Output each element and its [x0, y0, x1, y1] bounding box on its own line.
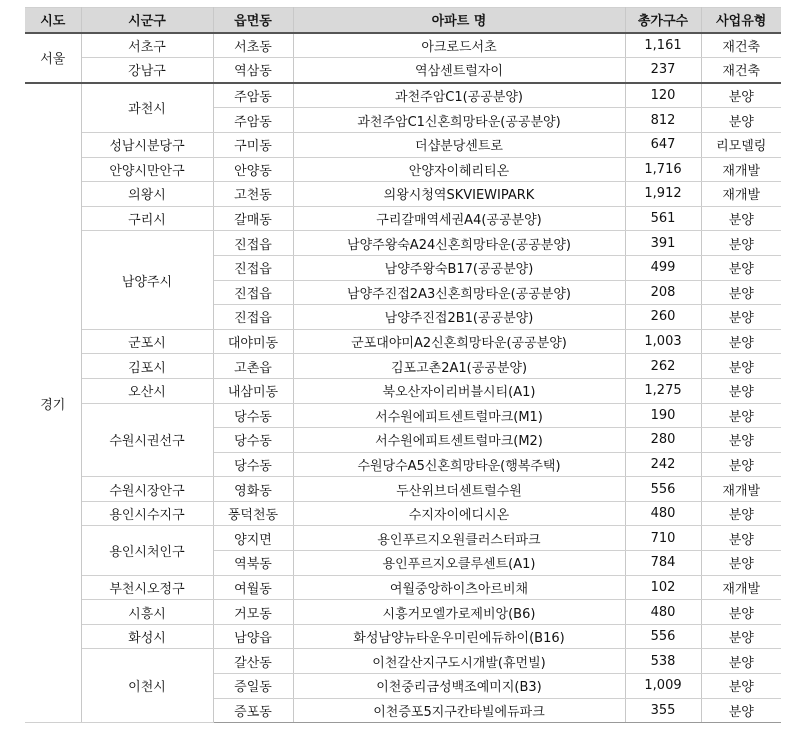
cell-type: 분양 [701, 624, 781, 649]
cell-name: 김포고촌2A1(공공분양) [293, 354, 625, 379]
cell-sido: 서울 [25, 33, 81, 83]
cell-type: 분양 [701, 674, 781, 699]
cell-type: 분양 [701, 108, 781, 133]
cell-units: 208 [625, 280, 701, 305]
cell-sigungu: 김포시 [81, 354, 213, 379]
apartment-table [25, 7, 781, 723]
cell-dong: 진접읍 [213, 231, 293, 256]
cell-type: 분양 [701, 305, 781, 330]
cell-units: 1,275 [625, 378, 701, 403]
cell-dong: 안양동 [213, 157, 293, 182]
cell-type: 분양 [701, 698, 781, 723]
table-row [25, 477, 781, 502]
cell-units: 190 [625, 403, 701, 428]
cell-units: 1,009 [625, 674, 701, 699]
cell-name: 수지자이에디시온 [293, 501, 625, 526]
cell-name: 이천갈산지구도시개발(휴먼빌) [293, 649, 625, 674]
cell-name: 수원당수A5신혼희망타운(행복주택) [293, 452, 625, 477]
cell-sigungu: 안양시만안구 [81, 157, 213, 182]
cell-dong: 당수동 [213, 428, 293, 453]
cell-sigungu: 과천시 [81, 83, 213, 133]
cell-type: 재개발 [701, 157, 781, 182]
table-row [25, 83, 781, 108]
cell-type: 리모델링 [701, 132, 781, 157]
cell-dong: 갈산동 [213, 649, 293, 674]
cell-units: 561 [625, 206, 701, 231]
cell-dong: 증포동 [213, 698, 293, 723]
table-row [25, 33, 781, 58]
cell-type: 분양 [701, 403, 781, 428]
cell-sigungu: 의왕시 [81, 182, 213, 207]
cell-units: 556 [625, 477, 701, 502]
col-header-type: 사업유형 [701, 8, 781, 33]
cell-units: 710 [625, 526, 701, 551]
col-header-sigungu: 시군구 [81, 8, 213, 33]
cell-type: 분양 [701, 255, 781, 280]
cell-units: 538 [625, 649, 701, 674]
col-header-sido: 시도 [25, 8, 81, 33]
cell-sigungu: 남양주시 [81, 231, 213, 329]
cell-type: 분양 [701, 83, 781, 108]
table-row [25, 526, 781, 551]
cell-type: 재개발 [701, 477, 781, 502]
cell-dong: 여월동 [213, 575, 293, 600]
cell-name: 여월중앙하이츠아르비채 [293, 575, 625, 600]
cell-dong: 고촌읍 [213, 354, 293, 379]
header-row [25, 8, 781, 33]
cell-name: 군포대야미A2신혼희망타운(공공분양) [293, 329, 625, 354]
table-row [25, 378, 781, 403]
cell-units: 262 [625, 354, 701, 379]
cell-units: 1,912 [625, 182, 701, 207]
cell-name: 아크로드서초 [293, 33, 625, 58]
cell-sigungu: 수원시장안구 [81, 477, 213, 502]
cell-type: 분양 [701, 600, 781, 625]
cell-dong: 갈매동 [213, 206, 293, 231]
cell-name: 두산위브더센트럴수원 [293, 477, 625, 502]
cell-units: 391 [625, 231, 701, 256]
cell-units: 480 [625, 600, 701, 625]
cell-type: 분양 [701, 501, 781, 526]
cell-dong: 대야미동 [213, 329, 293, 354]
cell-sigungu: 용인시처인구 [81, 526, 213, 575]
cell-name: 과천주암C1(공공분양) [293, 83, 625, 108]
cell-dong: 주암동 [213, 108, 293, 133]
cell-units: 102 [625, 575, 701, 600]
cell-type: 재건축 [701, 33, 781, 58]
cell-dong: 풍덕천동 [213, 501, 293, 526]
cell-units: 355 [625, 698, 701, 723]
cell-sigungu: 시흥시 [81, 600, 213, 625]
cell-units: 120 [625, 83, 701, 108]
cell-name: 용인푸르지오클루센트(A1) [293, 551, 625, 576]
cell-dong: 영화동 [213, 477, 293, 502]
table-row [25, 403, 781, 428]
cell-sigungu: 용인시수지구 [81, 501, 213, 526]
cell-sigungu: 강남구 [81, 58, 213, 83]
cell-name: 의왕시청역SKVIEWIPARK [293, 182, 625, 207]
cell-dong: 당수동 [213, 403, 293, 428]
cell-sigungu: 오산시 [81, 378, 213, 403]
cell-name: 과천주암C1신혼희망타운(공공분양) [293, 108, 625, 133]
table-row [25, 624, 781, 649]
cell-type: 분양 [701, 329, 781, 354]
cell-name: 더샵분당센트로 [293, 132, 625, 157]
cell-name: 서수원에피트센트럴마크(M2) [293, 428, 625, 453]
cell-sigungu: 군포시 [81, 329, 213, 354]
cell-type: 재개발 [701, 182, 781, 207]
cell-type: 분양 [701, 452, 781, 477]
cell-sigungu: 구리시 [81, 206, 213, 231]
cell-type: 분양 [701, 649, 781, 674]
cell-units: 1,003 [625, 329, 701, 354]
table-row [25, 600, 781, 625]
cell-name: 화성남양뉴타운우미린에듀하이(B16) [293, 624, 625, 649]
cell-units: 499 [625, 255, 701, 280]
cell-type: 분양 [701, 526, 781, 551]
cell-dong: 구미동 [213, 132, 293, 157]
col-header-units: 총가구수 [625, 8, 701, 33]
cell-type: 분양 [701, 428, 781, 453]
cell-dong: 남양읍 [213, 624, 293, 649]
cell-dong: 내삼미동 [213, 378, 293, 403]
cell-dong: 당수동 [213, 452, 293, 477]
cell-units: 784 [625, 551, 701, 576]
cell-dong: 역북동 [213, 551, 293, 576]
cell-name: 안양자이헤리티온 [293, 157, 625, 182]
cell-type: 분양 [701, 378, 781, 403]
table-row [25, 329, 781, 354]
cell-units: 280 [625, 428, 701, 453]
cell-sigungu: 성남시분당구 [81, 132, 213, 157]
cell-dong: 진접읍 [213, 305, 293, 330]
cell-type: 분양 [701, 231, 781, 256]
table-row [25, 58, 781, 83]
cell-sigungu: 부천시오정구 [81, 575, 213, 600]
cell-units: 1,716 [625, 157, 701, 182]
cell-sigungu: 수원시권선구 [81, 403, 213, 477]
cell-name: 역삼센트럴자이 [293, 58, 625, 83]
table-row [25, 649, 781, 674]
cell-units: 480 [625, 501, 701, 526]
table-row [25, 354, 781, 379]
cell-units: 242 [625, 452, 701, 477]
cell-sido: 경기 [25, 83, 81, 723]
cell-name: 용인푸르지오원클러스터파크 [293, 526, 625, 551]
cell-sigungu: 서초구 [81, 33, 213, 58]
cell-name: 서수원에피트센트럴마크(M1) [293, 403, 625, 428]
cell-type: 분양 [701, 354, 781, 379]
cell-dong: 증일동 [213, 674, 293, 699]
cell-name: 이천중리금성백조예미지(B3) [293, 674, 625, 699]
cell-name: 남양주진접2A3신혼희망타운(공공분양) [293, 280, 625, 305]
cell-dong: 양지면 [213, 526, 293, 551]
cell-dong: 거모동 [213, 600, 293, 625]
cell-type: 분양 [701, 206, 781, 231]
table-row [25, 182, 781, 207]
cell-type: 재개발 [701, 575, 781, 600]
cell-sigungu: 이천시 [81, 649, 213, 723]
cell-type: 재건축 [701, 58, 781, 83]
cell-dong: 서초동 [213, 33, 293, 58]
cell-name: 남양주왕숙A24신혼희망타운(공공분양) [293, 231, 625, 256]
table-row [25, 157, 781, 182]
cell-name: 시흥거모엘가로제비앙(B6) [293, 600, 625, 625]
cell-dong: 진접읍 [213, 255, 293, 280]
cell-dong: 역삼동 [213, 58, 293, 83]
table-row [25, 501, 781, 526]
cell-units: 647 [625, 132, 701, 157]
table-row [25, 132, 781, 157]
cell-dong: 고천동 [213, 182, 293, 207]
table-row [25, 206, 781, 231]
cell-units: 812 [625, 108, 701, 133]
table-row [25, 231, 781, 256]
cell-type: 분양 [701, 551, 781, 576]
cell-units: 237 [625, 58, 701, 83]
cell-units: 1,161 [625, 33, 701, 58]
cell-name: 남양주진접2B1(공공분양) [293, 305, 625, 330]
cell-name: 구리갈매역세권A4(공공분양) [293, 206, 625, 231]
table-row [25, 575, 781, 600]
col-header-apartment: 아파트 명 [293, 8, 625, 33]
cell-type: 분양 [701, 280, 781, 305]
cell-name: 이천증포5지구칸타빌에듀파크 [293, 698, 625, 723]
cell-sigungu: 화성시 [81, 624, 213, 649]
cell-dong: 주암동 [213, 83, 293, 108]
cell-name: 남양주왕숙B17(공공분양) [293, 255, 625, 280]
cell-units: 260 [625, 305, 701, 330]
cell-units: 556 [625, 624, 701, 649]
cell-dong: 진접읍 [213, 280, 293, 305]
cell-name: 북오산자이리버블시티(A1) [293, 378, 625, 403]
col-header-dong: 읍면동 [213, 8, 293, 33]
